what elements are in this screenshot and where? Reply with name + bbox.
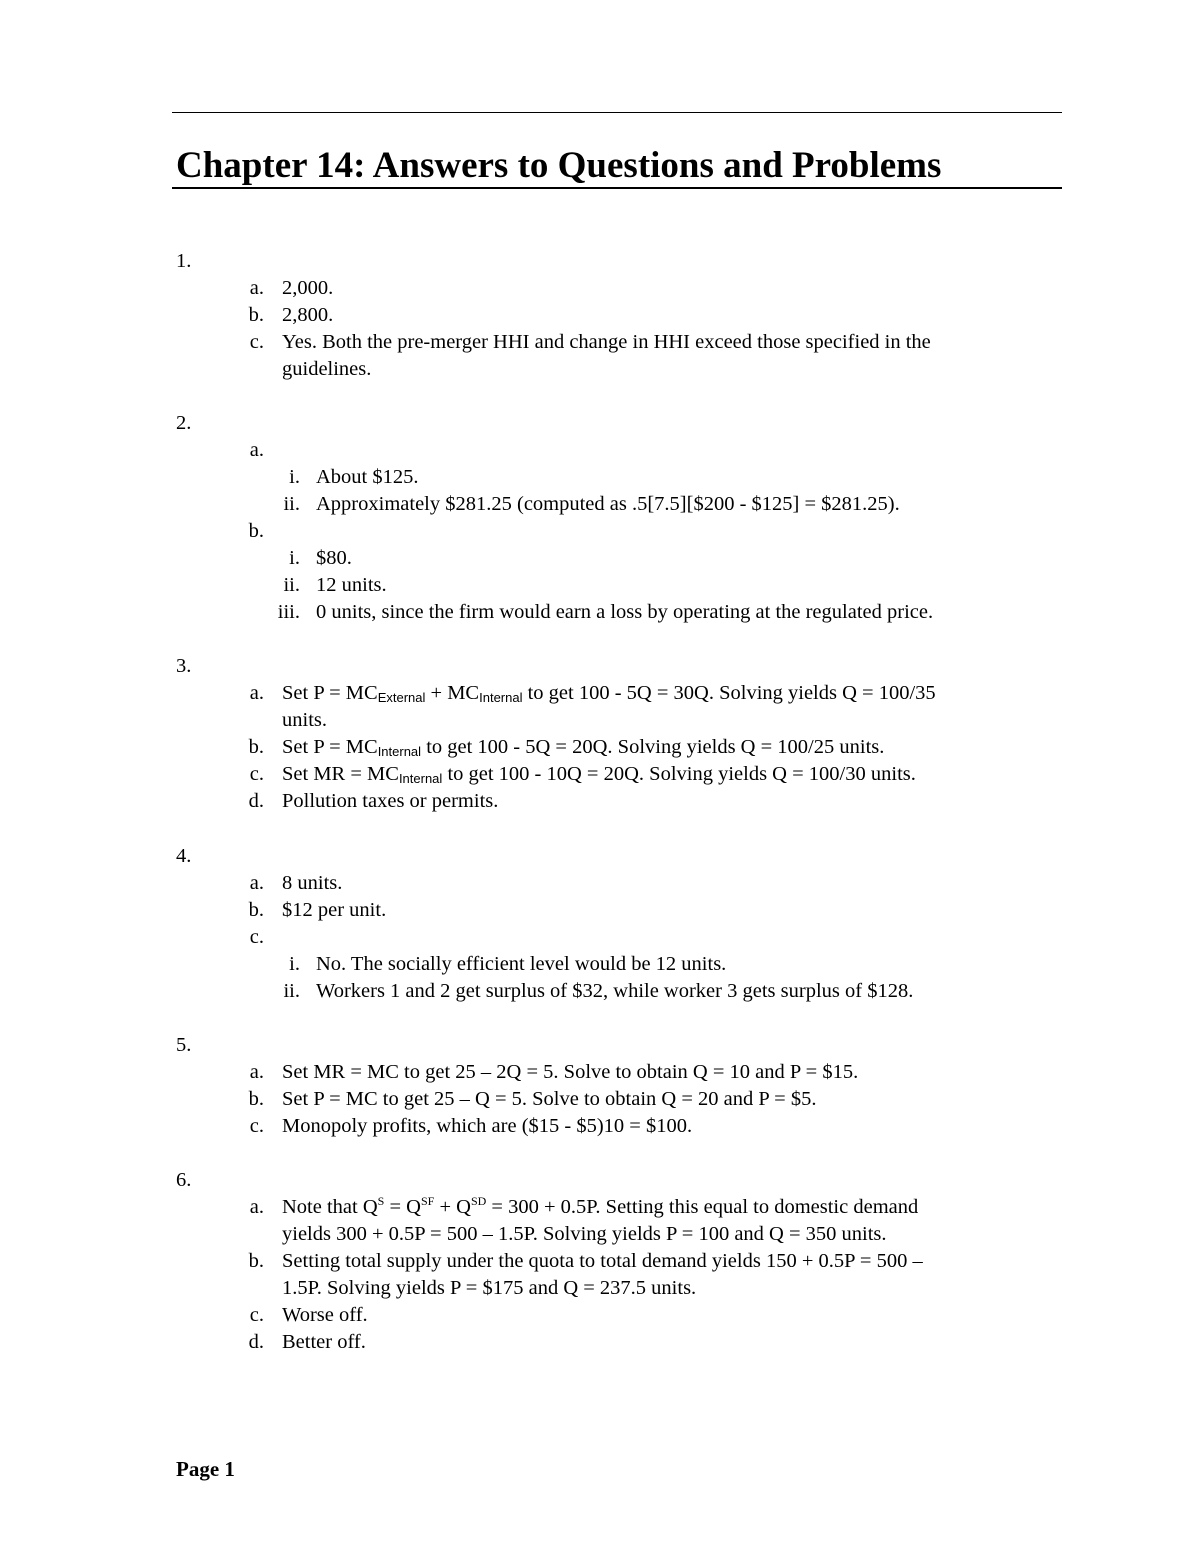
subitem-marker: ii. xyxy=(283,980,300,1002)
text-segment: to get 100 - 5Q = 20Q. Solving yields Q = 100/25 units. xyxy=(421,736,885,758)
superscript: S xyxy=(377,1194,385,1208)
item-marker: c. xyxy=(249,331,264,353)
answer-text: Set MR = MC to get 25 – 2Q = 5. Solve to obtain Q = 10 and P = $15. xyxy=(282,1061,859,1083)
answer-text: $80. xyxy=(316,547,352,569)
superscript: SD xyxy=(470,1194,487,1208)
answer-text: 8 units. xyxy=(282,872,343,894)
question-number: 3. xyxy=(176,655,192,677)
subscript: External xyxy=(377,690,426,705)
text-segment: + Q xyxy=(434,1196,471,1218)
text-segment: = 300 + 0.5P. Setting this equal to domestic demand xyxy=(486,1196,919,1218)
answer-text: No. The socially efficient level would be 12 units. xyxy=(316,953,727,975)
item-marker: c. xyxy=(249,763,264,785)
answer-text: Approximately $281.25 (computed as .5[7.5][$200 - $125] = $281.25). xyxy=(316,493,900,515)
subitem-marker: ii. xyxy=(283,574,300,596)
subitem-marker: i. xyxy=(289,466,300,488)
item-marker: a. xyxy=(249,439,264,461)
answer-text-continued: 1.5P. Solving yields P = $175 and Q = 237.5 units. xyxy=(282,1277,697,1299)
item-marker: b. xyxy=(248,520,264,542)
subitem-marker: i. xyxy=(289,953,300,975)
answer-text-continued: units. xyxy=(282,709,327,731)
item-marker: b. xyxy=(248,1250,264,1272)
item-marker: b. xyxy=(248,736,264,758)
subitem-marker: iii. xyxy=(277,601,300,623)
answer-text: 12 units. xyxy=(316,574,387,596)
subscript: Internal xyxy=(479,690,523,705)
question-number: 5. xyxy=(176,1034,192,1056)
item-marker: a. xyxy=(249,872,264,894)
item-marker: a. xyxy=(249,277,264,299)
item-marker: c. xyxy=(249,926,264,948)
text-segment: Note that Q xyxy=(282,1196,378,1218)
top-rule xyxy=(172,112,1062,113)
item-marker: b. xyxy=(248,304,264,326)
subscript: Internal xyxy=(377,744,422,759)
answer-text xyxy=(282,734,884,762)
answer-text: About $125. xyxy=(316,466,419,488)
item-marker: a. xyxy=(249,1196,264,1218)
text-segment: to get 100 - 5Q = 30Q. Solving yields Q = 100/35 xyxy=(522,682,936,704)
text-segment: Set P = MC xyxy=(282,682,378,704)
question-number: 1. xyxy=(176,250,192,272)
page-number: Page 1 xyxy=(176,1457,235,1481)
text-segment: to get 100 - 10Q = 20Q. Solving yields Q = 100/30 units. xyxy=(442,763,916,785)
answer-text-continued: yields 300 + 0.5P = 500 – 1.5P. Solving yields P = 100 and Q = 350 units. xyxy=(282,1223,887,1245)
answer-text: 0 units, since the firm would earn a loss by operating at the regulated price. xyxy=(316,601,934,623)
answer-text-continued: guidelines. xyxy=(282,358,372,380)
answer-text: Workers 1 and 2 get surplus of $32, while worker 3 gets surplus of $128. xyxy=(316,980,914,1002)
answer-text xyxy=(282,1194,918,1223)
title-rule xyxy=(172,187,1062,189)
page-title: Chapter 14: Answers to Questions and Problems xyxy=(176,145,942,186)
answer-text: Monopoly profits, which are ($15 - $5)10 = $100. xyxy=(282,1115,693,1137)
answer-text: 2,000. xyxy=(282,277,334,299)
answer-text: Set P = MC to get 25 – Q = 5. Solve to obtain Q = 20 and P = $5. xyxy=(282,1088,817,1110)
item-marker: d. xyxy=(248,790,264,812)
subitem-marker: ii. xyxy=(283,493,300,515)
answer-text: Worse off. xyxy=(282,1304,368,1326)
item-marker: c. xyxy=(249,1115,264,1137)
question-number: 2. xyxy=(176,412,192,434)
text-segment: Set P = MC xyxy=(282,736,378,758)
item-marker: b. xyxy=(248,1088,264,1110)
answer-text: Pollution taxes or permits. xyxy=(282,790,499,812)
subitem-marker: i. xyxy=(289,547,300,569)
answer-text xyxy=(282,761,916,789)
answer-text: $12 per unit. xyxy=(282,899,387,921)
superscript: SF xyxy=(420,1194,435,1208)
item-marker: d. xyxy=(248,1331,264,1353)
question-number: 6. xyxy=(176,1169,192,1191)
answer-text xyxy=(282,680,936,708)
item-marker: b. xyxy=(248,899,264,921)
answer-text: Better off. xyxy=(282,1331,366,1353)
item-marker: c. xyxy=(249,1304,264,1326)
text-segment: = Q xyxy=(384,1196,421,1218)
item-marker: a. xyxy=(249,1061,264,1083)
subscript: Internal xyxy=(398,771,443,786)
text-segment: Set MR = MC xyxy=(282,763,399,785)
answer-text: 2,800. xyxy=(282,304,334,326)
answer-text: Setting total supply under the quota to total demand yields 150 + 0.5P = 500 – xyxy=(282,1250,923,1272)
item-marker: a. xyxy=(249,682,264,704)
text-segment: + MC xyxy=(425,682,480,704)
question-number: 4. xyxy=(176,845,192,867)
answer-text: Yes. Both the pre-merger HHI and change in HHI exceed those specified in the xyxy=(282,331,931,353)
